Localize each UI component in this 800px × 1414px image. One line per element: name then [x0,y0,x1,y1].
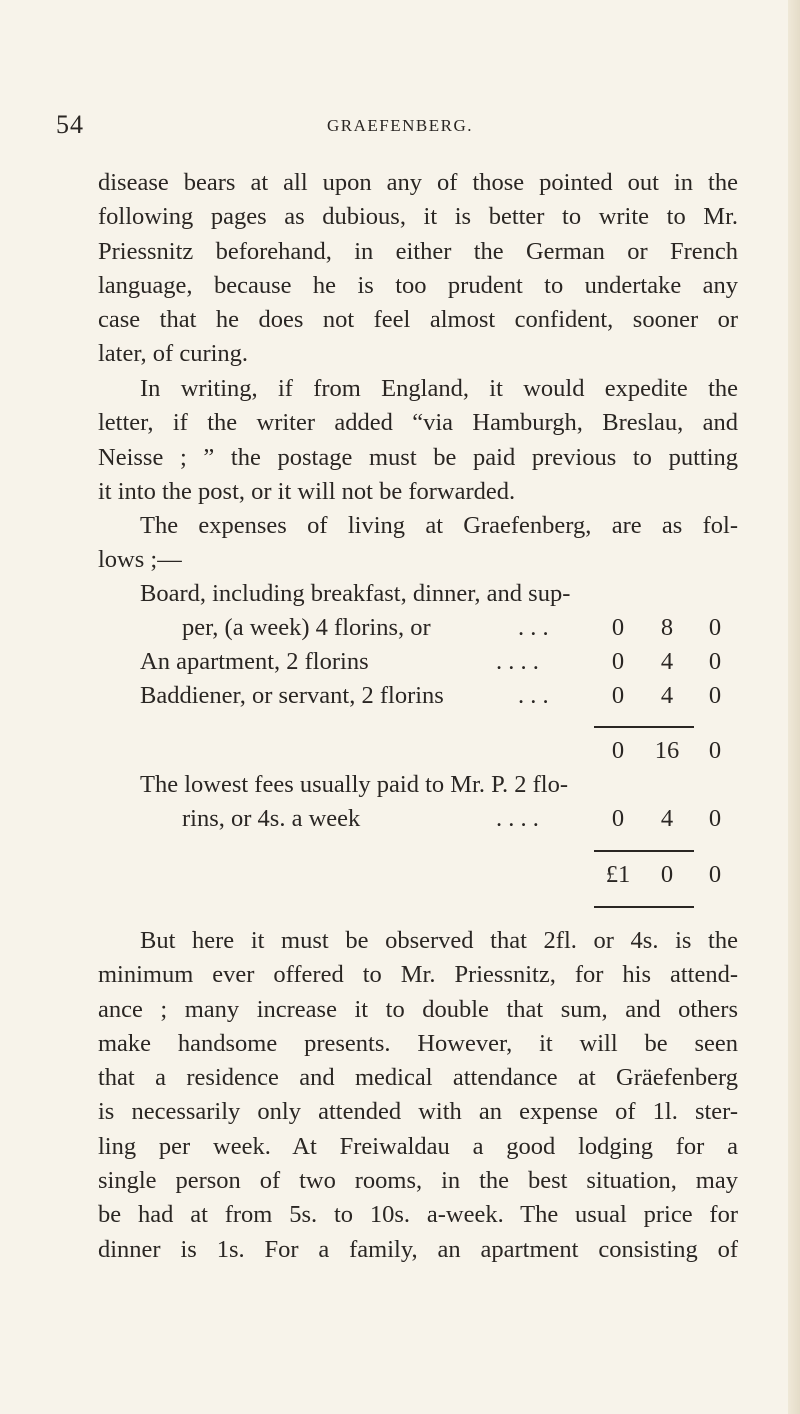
paragraph-3 [98,509,738,578]
expense-label: An apartment, 2 florins [140,648,369,675]
paragraph-1 [98,166,738,372]
paragraph-2 [98,372,738,509]
amount-shillings: 4 [660,648,674,675]
expense-row-apartment [98,645,738,679]
total-shillings: 0 [660,861,674,888]
total-row [98,858,738,892]
page-header [0,110,800,150]
fees-row-1 [98,768,738,802]
text-line: In writing, if from England, it would expedite the [140,375,738,402]
expense-label: Baddiener, or servant, 2 florins [140,682,444,709]
sum-rule [594,726,694,728]
text-line: language, because he is too prudent to undertake any [98,271,738,299]
amount-pence: 0 [708,614,722,641]
expense-row-baddiener [98,679,738,713]
leader-dots: . . . . [496,805,539,832]
text-line: single person of two rooms, in the best situation, may [98,1167,738,1195]
amount-pence: 0 [708,682,722,709]
amount-pounds: 0 [611,682,625,709]
total-rule [594,906,694,908]
expense-label: per, (a week) 4 florins, or [182,614,431,641]
expense-row-board [98,611,738,645]
text-line: following pages as dubious, it is better to write to Mr. [98,203,738,231]
expense-row-board-1 [98,577,738,611]
text-line: Priessnitz beforehand, in either the German or French [98,237,738,265]
text-line: is necessarily only attended with an expense of 1l. ster- [98,1098,738,1126]
text-line: lows ;— [98,546,182,574]
text-line: it into the post, or it will not be forwarded. [98,477,516,505]
page-number: 54 [56,110,84,139]
text-line: be had at from 5s. to 10s. a-week. The usual price for [98,1201,738,1229]
amount-pounds: 0 [611,805,625,832]
text-line: case that he does not feel almost confident, sooner or [98,306,738,334]
amount-pence: 0 [708,805,722,832]
paragraph-4 [98,924,738,1267]
text-line: disease bears at all upon any of those pointed out in the [98,169,738,196]
text-line: minimum ever offered to Mr. Priessnitz, for his attend- [98,961,738,989]
text-line: dinner is 1s. For a family, an apartment consisting of [98,1235,738,1263]
leader-dots: . . . [518,682,549,709]
amount-shillings: 8 [660,614,674,641]
text-line: Neisse ; ” the postage must be paid previous to putting [98,443,738,471]
page-edge [788,0,800,1414]
sum-rule [594,850,694,852]
text-line: that a residence and medical attendance at Gräefenberg [98,1064,738,1092]
subtotal-shillings: 16 [654,737,680,764]
amount-pence: 0 [708,648,722,675]
expense-label: rins, or 4s. a week [182,805,361,832]
subtotal-pounds: 0 [611,737,625,764]
text-line: But here it must be observed that 2fl. or 4s. is the [140,927,738,954]
running-title: GRAEFENBERG. [327,116,473,135]
expense-label: The lowest fees usually paid to Mr. P. 2 flo- [140,771,569,798]
fees-row [98,802,738,836]
total-pence: 0 [708,861,722,888]
amount-pounds: 0 [611,648,625,675]
amount-shillings: 4 [660,805,674,832]
text-line: ance ; many increase it to double that sum, and others [98,995,738,1023]
subtotal-row [98,734,738,768]
amount-shillings: 4 [660,682,674,709]
amount-pounds: 0 [611,614,625,641]
text-line: The expenses of living at Graefenberg, are as fol- [140,512,738,539]
expense-label: Board, including breakfast, dinner, and sup- [140,580,571,607]
text-line: make handsome presents. However, it will be seen [98,1029,738,1057]
text-line: later, of curing. [98,340,249,368]
leader-dots: . . . [518,614,549,641]
text-line: ling per week. At Freiwaldau a good lodging for a [98,1132,738,1160]
subtotal-pence: 0 [708,737,722,764]
leader-dots: . . . . [496,648,539,675]
total-pounds: £1 [605,861,631,888]
text-line: letter, if the writer added “via Hamburgh, Breslau, and [98,409,738,437]
